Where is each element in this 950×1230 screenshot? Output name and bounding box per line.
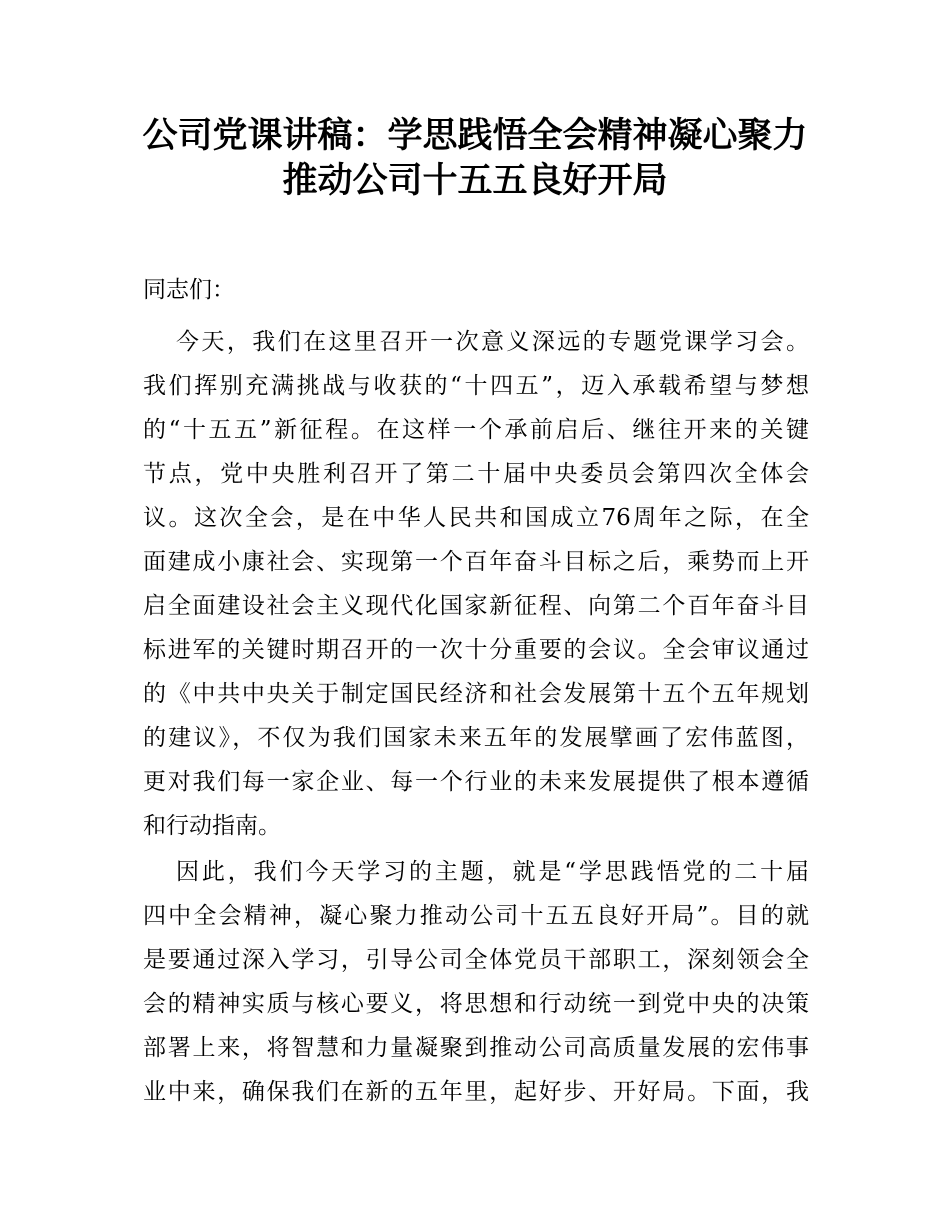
paragraph-1-line: 议。这次全会，是在中华人民共和国成立76周年之际，在全 (143, 505, 809, 531)
document-title-line-1: 公司党课讲稿：学思践悟全会精神凝心聚力 (142, 115, 808, 156)
paragraph-1-line: 的《中共中央关于制定国民经济和社会发展第十五个五年规划 (143, 681, 809, 707)
paragraph-1-line: 面建成小康社会、实现第一个百年奋斗目标之后，乘势而上开 (143, 549, 809, 575)
paragraph-2-line: 是要通过深入学习，引导公司全体党员干部职工，深刻领会全 (143, 947, 809, 973)
salutation: 同志们： (143, 277, 235, 303)
paragraph-2-line: 四中全会精神，凝心聚力推动公司十五五良好开局”。目的就 (143, 903, 809, 929)
document-title-line-2: 推动公司十五五良好开局 (282, 160, 668, 201)
paragraph-1-line: 的建议》，不仅为我们国家未来五年的发展擘画了宏伟蓝图， (143, 725, 809, 751)
paragraph-1-line: 和行动指南。 (143, 813, 281, 839)
paragraph-2-line: 业中来，确保我们在新的五年里，起好步、开好局。下面，我 (143, 1079, 809, 1105)
paragraph-1-line: 启全面建设社会主义现代化国家新征程、向第二个百年奋斗目 (143, 593, 809, 619)
paragraph-1-line: 更对我们每一家企业、每一个行业的未来发展提供了根本遵循 (143, 769, 809, 795)
paragraph-1-line: 节点，党中央胜利召开了第二十届中央委员会第四次全体会 (143, 461, 809, 487)
paragraph-2-line: 部署上来，将智慧和力量凝聚到推动公司高质量发展的宏伟事 (143, 1035, 809, 1061)
paragraph-1-line: 的“十五五”新征程。在这样一个承前启后、继往开来的关键 (143, 417, 809, 443)
paragraph-1-line: 今天，我们在这里召开一次意义深远的专题党课学习会。 (176, 329, 809, 355)
paragraph-1-line: 标进军的关键时期召开的一次十分重要的会议。全会审议通过 (143, 637, 809, 663)
paragraph-1-line: 我们挥别充满挑战与收获的“十四五”，迈入承载希望与梦想 (143, 373, 809, 399)
paragraph-2-line: 会的精神实质与核心要义，将思想和行动统一到党中央的决策 (143, 991, 809, 1017)
paragraph-2-line: 因此，我们今天学习的主题，就是“学思践悟党的二十届 (176, 859, 809, 885)
